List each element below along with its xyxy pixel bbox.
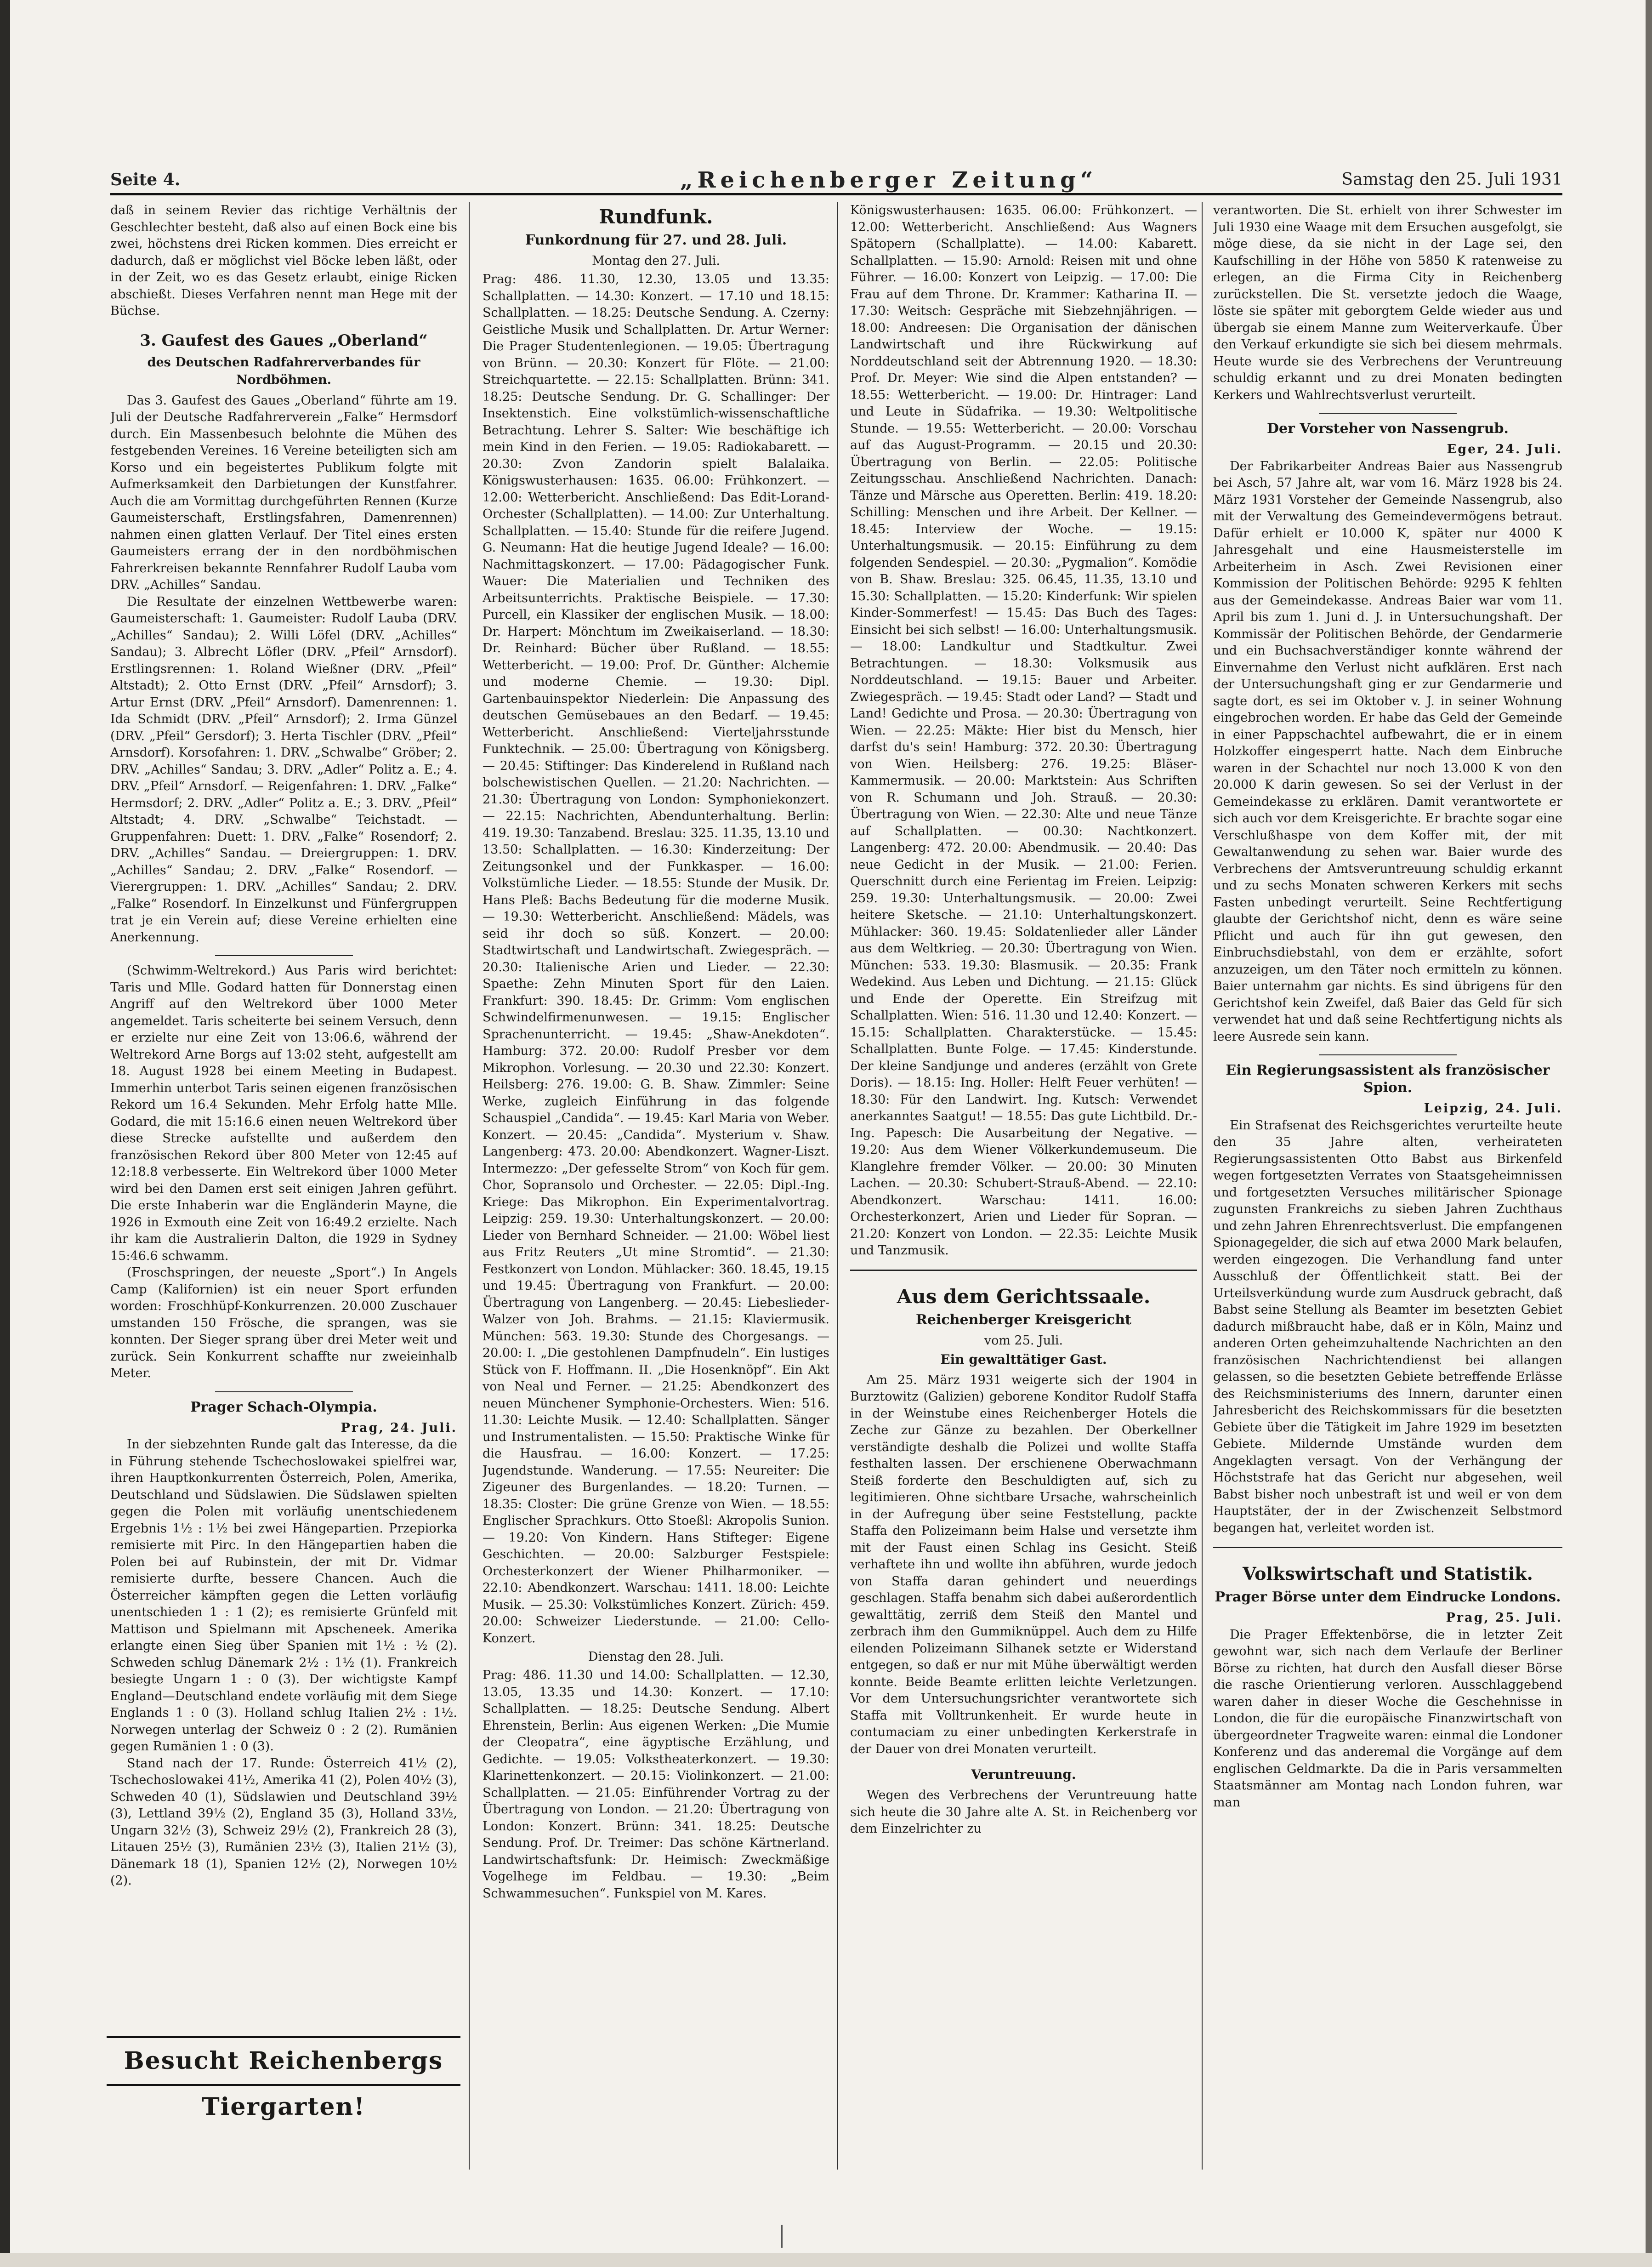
rundfunk-program-day-2: Prag: 486. 11.30 und 14.00: Schallplatten. — 12.30, 13.05, 13.35 und 14.30: Konzert. — 17.10: Schallplatten. — 18.25: Deutsche Sendung. Albert Ehrenstein, Berlin: Aus eigenen Werken: „Die Mumie der Cleopatra“, eine ägyptische Erzählung, und Gedichte. — 19.05: Volkstheaterkonzert. — 19.30: Klarinettenkonzert. — 20.15: Violinkonzert. — 21.00: Schallplatten. — 21.05: Einführender Vortrag zu der Übertragung von London. — 21.20: Übertragung von London: Konzert. Brünn: 341. 18.25: Deutsche Sendung. Prof. Dr. Treimer: Das schöne Kärtnerland. Landwirtschaftsfunk: Dr. Heimisch: Zweckmäßige Vogelhege im Feldbau. — 19.30: „Beim Schwammesuchen“. Funkspiel von M. Kares.	[483, 1668, 829, 1901]
vorsteher-dateline: Eger, 24. Juli.	[1447, 442, 1562, 456]
section-rule	[1319, 413, 1457, 414]
veruntreuung-continued: verantworten. Die St. erhielt von ihrer Schwester im Juli 1930 eine Waage mit dem Ersuchen ausgefolgt, sie möge diese, da sie nicht in der Lage sei, den Kaufschilling in der Höhe von 5850 K ratenweise zu erlegen, an die Firma City in Reichenberg zurückstellen. Die St. versetzte jedoch die Waage, löste sie später mit geborgtem Gelde wieder aus und übergab sie einem Manne zum Weiterverkaufe. Über den Verkauf erkundigte sie sich bei diesem mehrmals. Heute wurde sie des Verbrechens der Veruntreuung schuldig erkannt und zu drei Monaten bedingten Kerkers und Wahlrechtsverlust verurteilt.	[1213, 203, 1562, 402]
spion-title: Ein Regierungsassistent als französischer Spion.	[1226, 1062, 1550, 1096]
scan-edge-bottom	[0, 2253, 1652, 2267]
gaufest-title: 3. Gaufest des Gaues „Oberland“	[140, 331, 428, 350]
gaufest-paragraph: Das 3. Gaufest des Gaues „Oberland“ führte am 19. Juli der Deutsche Radfahrerverein „Falke“ Hermsdorf durch. Ein Massenbesuch belohnte die Mühen des festgebenden Vereines. 16 Vereine beteiligten sich am Korso und ein begeistertes Publikum folgte mit Aufmerksamkeit den Darbietungen der Kunstfahrer. Auch die am Vormittag durchgeführten Rennen (Kurze Gaumeisterschaft, Erstlingsfahren, Damenrennen) nahmen einen glatten Verlauf. Der Titel eines ersten Gaumeisters errang der in den nordböhmischen Fahrerkreisen bekannte Rennfahrer Rudolf Lauba vom DRV. „Achilles“ Sandau.	[110, 393, 457, 592]
veruntreuung-text: Wegen des Verbrechens der Veruntreuung hatte sich heute die 30 Jahre alte A. St. in Reichenberg vor dem Einzelrichter zu	[850, 1788, 1197, 1836]
column-2	[483, 202, 829, 2188]
issue-date: Samstag den 25. Juli 1931	[1341, 170, 1562, 189]
case-text: Am 25. März 1931 weigerte sich der 1904 in Burztowitz (Galizien) geborene Konditor Rudolf Staffa in der Weinstube eines Reichenberger Hotels die Zeche zur Gänze zu bezahlen. Der Oberkellner verständigte deshalb die Polizei und wollte Staffa festhalten lassen. Der erschienene Oberwachmann Steiß forderte den Beschuldigten auf, sich zu legitimieren. Ohne sichtbare Ursache, wahrscheinlich in der Aufregung über seine Feststellung, packte Staffa den Polizeimann beim Halse und versetzte ihm mit der Faust einen Schlag ins Gesicht. Steiß verhaftete ihn und wollte ihn abführen, wurde jedoch von Staffa daran gehindert und neuerdings geschlagen. Staffa benahm sich dabei außerordentlich gewalttätig, zerriß dem Steiß den Mantel und zerbrach ihm den Gummiknüppel. Auch dem zu Hilfe eilenden Polizeimann Silhanek setzte er Widerstand entgegen, so daß er nur mit Mühe überwältigt werden konnte. Beide Beamte erlitten leichte Verletzungen. Vor dem Untersuchungsrichter verantwortete sich Staffa mit Volltrunkenheit. Er wurde heute in contumaciam zu einer unbedingten Kerkerstrafe in der Dauer von drei Monaten verurteilt.	[850, 1373, 1197, 1756]
column-4	[1213, 202, 1562, 2188]
column-1	[110, 202, 457, 2188]
column-divider	[1202, 202, 1203, 2170]
schach-dateline: Prag, 24. Juli.	[341, 1420, 457, 1435]
column-3	[850, 202, 1197, 2188]
page-number: Seite 4.	[110, 170, 181, 189]
rundfunk-subtitle: Funkordnung für 27. und 28. Juli.	[525, 232, 787, 248]
scan-edge-left	[0, 0, 10, 2267]
vorsteher-title: Der Vorsteher von Nassengrub.	[1267, 421, 1509, 437]
spion-text: Ein Strafsenat des Reichsgerichtes verurteilte heute den 35 Jahre alten, verheirateten Regierungsassistenten Otto Babst aus Birkenfeld wegen fortgesetzten Verrates von Staatsgeheimnissen und fortgesetzten Versuches militärischer Spionage zugunsten Frankreichs zu sieben Jahren Zuchthaus und zehn Jahren Ehrenrechtsverlust. Die empfangenen Spionagegelder, die sich auf etwa 2000 Mark belaufen, werden eingezogen. Die Verhandlung fand unter Ausschluß der Öffentlichkeit statt. Bei der Urteilsverkündung wurde zum Ausdruck gebracht, daß Babst seine Stellung als Beamter im besetzten Gebiet dadurch mißbraucht habe, daß er in Köln, Mainz und anderen Orten geheimzuhaltende Nachrichten an den französischen Nachrichtendienst bei allangen gelassen, so die besetzten Gebiete betreffende Erlässe des Reichsministeriums des Innern, darunter einen Jahresbericht des Reichskommissars für die besetzten Gebiete über die Tätigkeit im Jahre 1929 im besetzten Gebiete. Mildernde Umstände wurden dem Angeklagten versagt. Von der Verhängung der Höchststrafe hat das Gericht nur abgesehen, weil Babst bisher noch unbestraft ist und weil er von dem Hauptstäter, der in der Zwischenzeit Selbstmord begangen hat, verleitet worden ist.	[1213, 1118, 1562, 1535]
schach-paragraph: In der siebzehnten Runde galt das Interesse, da die in Führung stehende Tschechoslowakei spielfrei war, ihren Hauptkonkurrenten Österreich, Polen, Amerika, Deutschland und Südslawien. Die Südslawen spielten gegen die Polen mit vorläufig unentschiedenem Ergebnis 1½ : 1½ bei zwei Hängepartien. Przepiorka remisierte mit Pirc. In den Hängepartien haben die Polen bei auf Rubinstein, der mit Dr. Vidmar remisierte durfte, bessere Chancen. Auch die Österreicher kämpften gegen die Letten vorläufig unentschieden 1 : 1 (2); es remisierte Grünfeld mit Mattison und Spielmann mit Apscheneek. Amerika erlangte einen Sieg über Spanien mit 1½ : ½ (2). Schweden schlug Dänemark 2½ : 1½ (1). Frankreich besiegte Ungarn 1 : 0 (3). Der wichtigste Kampf England—Deutschland endete vorläufig mit dem Siege Englands 1 : 0 (3). Holland schlug Italien 2½ : 1½. Norwegen unterlag der Schweiz 0 : 2 (2). Rumänien gegen Rumänien 1 : 0 (3).	[110, 1437, 457, 1754]
section-rule	[1319, 1054, 1457, 1055]
volkswirtschaft-title: Volkswirtschaft und Statistik.	[1243, 1563, 1533, 1584]
schach-title: Prager Schach-Olympia.	[190, 1399, 377, 1415]
boerse-dateline: Prag, 25. Juli.	[1446, 1611, 1562, 1625]
rundfunk-title: Rundfunk.	[599, 205, 713, 228]
gaufest-subtitle: des Deutschen Radfahrerverbandes für Nordböhmen.	[147, 355, 420, 387]
fold-mark	[781, 2225, 783, 2248]
gericht-date: vom 25. Juli.	[984, 1333, 1063, 1348]
tiergarten-promo: Besucht Reichenbergs Tiergarten!	[107, 2036, 460, 2086]
frosch-article: (Froschspringen, der neueste „Sport“.) In Angels Camp (Kalifornien) ist ein neuer Sport erfunden worden: Froschhüpf-Konkurrenzen. 20.000 Zuschauer umstanden 150 Frösche, die sprangen, was sie konnten. Der Sieger sprang über drei Meter weit und zurück. Sein Konkurrent schaffte nur zweieinhalb Meter.	[110, 1265, 457, 1380]
masthead: „Reichenberger Zeitung“	[680, 167, 1098, 193]
column-divider	[837, 202, 838, 2170]
section-rule	[850, 1270, 1197, 1271]
veruntreuung-title: Veruntreuung.	[971, 1767, 1076, 1782]
section-rule	[215, 955, 353, 956]
vorsteher-text: Der Fabrikarbeiter Andreas Baier aus Nassengrub bei Asch, 57 Jahre alt, war vom 16. März 1928 bis 24. März 1931 Vorsteher der Gemeinde Nassengrub, also mit der Verwaltung des Gemeindevermögens betraut. Dafür erhielt er 10.000 K, später nur 4000 K Jahresgehalt und eine Hausmeisterstelle im Arbeiterheim in Asch. Zwei Revisionen einer Kommission der Politischen Behörde: 9295 K fehlten aus der Gemeindekasse. Andreas Baier war vom 11. April bis zum 1. Juni d. J. in Untersuchungshaft. Der Kommissär der Politischen Behörde, der Gendarmerie und ein Buchsachverständiger konnte während der Einvernahme den Verlust nicht aufklären. Erst nach der Untersuchungshaft ging er zur Gendarmerie und sagte dort, es sei im Oktober v. J. in seiner Wohnung eingebrochen worden. Er habe das Geld der Gemeinde in einer Pappschachtel aufbewahrt, die er in einem Holzkoffer eingesperrt hatte. Nach dem Einbruche waren in der Schachtel nur noch 13.000 K von den 20.000 K darin gewesen. So sei der Verlust in der Gemeindekasse zu erklären. Damit verantwortete er sich auch vor dem Kreisgerichte. Er brachte sogar eine Verschlußhaspe von dem Koffer mit, der mit Gewaltanwendung zu sehen war. Baier wurde des Verbrechens der Amtsveruntreuung schuldig erkannt und zu sechs Monaten schweren Kerkers mit sechs Fasten unbedingt verurteilt. Seine Rechtfertigung glaubte der Gerichtshof nicht, denn es wäre seine Pflicht und auch für ihn gut gewesen, den Einbruchsdiebstahl, von dem er erzählte, sofort anzuzeigen, um den Täter noch ermitteln zu können. Baier unternahm gar nichts. Es sind übrigens für den Gerichtshof kein Zweifel, daß Baier das Geld für sich verwendet hat und daß seine Rechtfertigung nichts als leere Ausrede sein kann.	[1213, 459, 1562, 1044]
rundfunk-day-1: Montag den 27. Juli.	[592, 254, 720, 268]
header-rule	[110, 193, 1562, 195]
gaufest-results: Die Resultate der einzelnen Wettbewerbe waren: Gaumeisterschaft: 1. Gaumeister: Rudolf Lauba (DRV. „Achilles“ Sandau); 2. Willi Löfel (DRV. „Achilles“ Sandau); 3. Albrecht Löfler (DRV. „Pfeil“ Arnsdorf). Erstlingsrennen: 1. Roland Wießner (DRV. „Pfeil“ Altstadt); 2. Otto Ernst (DRV. „Pfeil“ Arnsdorf); 3. Artur Ernst (DRV. „Pfeil“ Arnsdorf). Damenrennen: 1. Ida Schmidt (DRV. „Pfeil“ Arnsdorf); 2. Irma Günzel (DRV. „Pfeil“ Gersdorf); 3. Herta Tischler (DRV. „Pfeil“ Arnsdorf). Korsofahren: 1. DRV. „Schwalbe“ Gröber; 2. DRV. „Achilles“ Sandau; 3. DRV. „Adler“ Politz a. E.; 4. DRV. „Pfeil“ Arnsdorf. — Reigenfahren: 1. DRV. „Falke“ Hermsdorf; 2. DRV. „Adler“ Politz a. E.; 3. DRV. „Pfeil“ Altstadt; 4. DRV. „Schwalbe“ Teichstadt. — Gruppenfahren: Duett: 1. DRV. „Falke“ Rosendorf; 2. DRV. „Achilles“ Sandau. — Dreiergruppen: 1. DRV. „Achilles“ Sandau; 2. DRV. „Falke“ Rosendorf. — Vierergruppen: 1. DRV. „Achilles“ Sandau; 2. DRV. „Falke“ Rosendorf. In Einzelkunst und Fünfergruppen trat je ein Verein auf; diese Vereine erhielten eine Anerkennung.	[110, 594, 457, 945]
gericht-title: Aus dem Gerichtssaale.	[897, 1285, 1151, 1308]
gericht-subtitle: Reichenberger Kreisgericht	[915, 1311, 1132, 1328]
spion-dateline: Leipzig, 24. Juli.	[1424, 1101, 1562, 1116]
scan-edge-right	[1646, 0, 1652, 2267]
column-divider	[469, 202, 470, 2170]
case-title: Ein gewalttätiger Gast.	[940, 1351, 1107, 1367]
section-rule	[1213, 1547, 1562, 1548]
rundfunk-program-continued: Königswusterhausen: 1635. 06.00: Frühkonzert. — 12.00: Wetterbericht. Anschließend: Aus Wagners Spätopern (Schallplatte). — 14.00: Kabarett. Schallplatten. — 15.90: Arnold: Reisen mit und ohne Führer. — 16.00: Konzert von Leipzig. — 17.00: Die Frau auf dem Throne. Dr. Krammer: Katharina II. — 17.30: Weitsch: Gespräche mit Siebzehnjährigen. — 18.00: Andreesen: Die Organisation der dänischen Landwirtschaft und ihre Rückwirkung auf Norddeutschland seit der Abtrennung 1920. — 18.30: Prof. Dr. Meyer: Wie sind die Alpen entstanden? — 18.55: Wetterbericht. — 19.00: Dr. Hintrager: Land und Leute in Südafrika. — 19.30: Weltpolitische Stunde. — 19.55: Wetterbericht. — 20.00: Vorschau auf das August-Programm. — 20.15 und 20.30: Übertragung von Berlin. — 22.05: Politische Zeitungsschau. Anschließend Nachrichten. Danach: Tänze und Märsche aus Operetten. Berlin: 419. 18.20: Schilling: Menschen und ihre Arbeit. Der Kellner. — 18.45: Interview der Woche. — 19.15: Unterhaltungsmusik. — 20.15: Einführung zu dem folgenden Sendespiel. — 20.30: „Pygmalion“. Komödie von B. Shaw. Breslau: 325. 06.45, 11.35, 13.10 und 15.30: Schallplatten. — 15.20: Kinderfunk: Wir spielen Kinder-Sommerfest! — 15.45: Das Buch des Tages: Einsicht bei sich selbst! — 16.00: Unterhaltungsmusik. — 18.00: Landkultur und Stadtkultur. Zwei Betrachtungen. — 18.30: Volksmusik aus Norddeutschland. — 19.15: Bauer und Arbeiter. Zwiegespräch. — 19.45: Stadt oder Land? — Stadt und Land! Gedichte und Prosa. — 20.30: Übertragung von Wien. — 22.25: Mäkte: Hier bist du Mensch, hier darfst du's sein! Hamburg: 372. 20.30: Übertragung von Wien. Heilsberg: 276. 19.25: Bläser-Kammermusik. — 20.00: Marktstein: Aus Schriften von R. Schumann und Joh. Strauß. — 20.30: Übertragung von Wien. — 22.30: Alte und neue Tänze auf Schallplatten. — 00.30: Nachtkonzert. Langenberg: 472. 20.00: Abendmusik. — 20.40: Das neue Gedicht in der Musik. — 21.00: Ferien. Querschnitt durch eine Ferientag im Freien. Leipzig: 259. 19.30: Unterhaltungsmusik. — 20.00: Zwei heitere Sketsche. — 21.10: Unterhaltungskonzert. Mühlacker: 360. 19.45: Soldatenlieder aller Länder aus dem Weltkrieg. — 20.30: Übertragung von Wien. München: 533. 19.30: Blasmusik. — 20.35: Frank Wedekind. Aus Leben und Dichtung. — 21.15: Glück und Ende der Operette. Ein Streifzug mit Schallplatten. Wien: 516. 11.30 und 12.40: Konzert. — 15.15: Schallplatten. Charakterstücke. — 15.45: Schallplatten. Bunte Folge. — 17.45: Kinderstunde. Der kleine Sandjunge und anderes (erzählt von Grete Doris). — 18.15: Ing. Holler: Helft Feuer verhüten! — 18.30: Für den Landwirt. Ing. Kutsch: Verwendet anerkanntes Saatgut! — 18.55: Das gute Lichtbild. Dr.-Ing. Papesch: Die Ausarbeitung der Negative. — 19.20: Aus dem Wiener Völkerkundemuseum. Die Klanglehre fremder Völker. — 20.00: 30 Minuten Lachen. — 20.30: Schubert-Strauß-Abend. — 22.10: Abendkonzert. Warschau: 1411. 16.00: Orchesterkonzert, Arien und Lieder für Sopran. — 21.20: Konzert von London. — 22.35: Leichte Musik und Tanzmusik.	[850, 203, 1197, 1258]
intro-paragraph: daß in seinem Revier das richtige Verhältnis der Geschlechter besteht, daß also auf einen Bock eine bis zwei, höchstens drei Ricken kommen. Dies erreicht er dadurch, daß er möglichst viel Böcke leben läßt, oder in der Zeit, wo es das Gesetz erlaubt, einige Ricken abschießt. Dieses Verfahren nennt man Hege mit der Büchse.	[110, 203, 457, 318]
schach-standings: Stand nach der 17. Runde: Österreich 41½ (2), Tschechoslowakei 41½, Amerika 41 (2), Polen 40½ (3), Schweden 40 (1), Südslawien und Deutschland 39½ (3), Lettland 39½ (2), England 35 (3), Holland 33½, Ungarn 32½ (3), Schweiz 29½ (2), Frankreich 28 (3), Litauen 25½ (3), Rumänien 23½ (3), Italien 21½ (3), Dänemark 18 (1), Spanien 12½ (2), Norwegen 10½ (2).	[110, 1756, 457, 1888]
boerse-subtitle: Prager Börse unter dem Eindrucke Londons.	[1215, 1589, 1561, 1605]
section-rule	[215, 1391, 353, 1392]
schwimm-article: (Schwimm-Weltrekord.) Aus Paris wird berichtet: Taris und Mlle. Godard hatten für Donnerstag einen Angriff auf den Weltrekord über 1000 Meter angemeldet. Taris scheiterte bei seinem Versuch, denn er erzielte nur eine Zeit von 13:06.6, während der Weltrekord Arne Borgs auf 13:02 steht, aufgestellt am 18. August 1928 bei einem Meeting in Budapest. Immerhin unterbot Taris seinen eigenen französischen Rekord um 16.4 Sekunden. Mehr Erfolg hatte Mlle. Godard, die mit 15:16.6 einen neuen Weltrekord über diese Strecke aufstellte und außerdem den französischen Rekord über 800 Meter von 12:45 auf 12:18.8 verbesserte. Ein Weltrekord über 1000 Meter wird bei den Damen erst seit einigen Jahren geführt. Die erste Inhaberin war die Engländerin Mayne, die 1926 in Exmouth eine Zeit von 16:49.2 erzielte. Nach ihr kam die Australierin Dalton, die 1929 in Sydney 15:46.6 schwamm.	[110, 963, 457, 1263]
boerse-text: Die Prager Effektenbörse, die in letzter Zeit gewohnt war, sich nach dem Verlaufe der Berliner Börse zu richten, hat durch den Ausfall dieser Börse die rasche Orientierung verloren. Ausschlaggebend waren daher in dieser Woche die Geschehnisse in London, die für die europäische Finanzwirtschaft von übergeordneter Tragweite waren: einmal die Londoner Konferenz und das anderemal die Vorgänge auf dem englischen Geldmarkte. Da die in Paris versammelten Staatsmänner am Montag nach London fuhren, war man	[1213, 1627, 1562, 1810]
rundfunk-program-day-1: Prag: 486. 11.30, 12.30, 13.05 und 13.35: Schallplatten. — 14.30: Konzert. — 17.10 und 18.15: Schallplatten. — 18.25: Deutsche Sendung. A. Czerny: Geistliche Musik und Schallplatten. Dr. Artur Werner: Die Prager Studentenlegionen. — 19.05: Übertragung von Brünn. — 20.30: Konzert für Flöte. — 21.00: Streichquartette. — 22.15: Schallplatten. Brünn: 341. 18.25: Deutsche Sendung. Dr. G. Schallinger: Der Insektenstich. Eine volkstümlich-wissenschaftliche Betrachtung. Lehrer S. Salter: Wie beschäftige ich mein Kind in den Ferien. — 19.05: Radiokabarett. — 20.30: Zvon Zandorin spielt Balalaika. Königswusterhausen: 1635. 06.00: Frühkonzert. — 12.00: Wetterbericht. Anschließend: Das Edit-Lorand-Orchester (Schallplatten). — 14.00: Zur Unterhaltung. Schallplatten. — 15.40: Stunde für die reifere Jugend. G. Neumann: Hat die heutige Jugend Ideale? — 16.00: Nachmittagskonzert. — 17.00: Pädagogischer Funk. Wauer: Die Materialien und Techniken des Arbeitsunterrichts. Praktische Beispiele. — 17.30: Purcell, ein Klassiker der englischen Musik. — 18.00: Dr. Harpert: Mönchtum im Zweikaiserland. — 18.30: Dr. Reinhard: Bücher über Rußland. — 18.55: Wetterbericht. — 19.00: Prof. Dr. Günther: Alchemie und moderne Chemie. — 19.30: Dipl. Gartenbauinspektor Niederlein: Die Anpassung des deutschen Gemüsebaues an den Bedarf. — 19.45: Wetterbericht. Anschließend: Vierteljahrsstunde Funktechnik. — 25.00: Übertragung von Königsberg. — 20.45: Stiftinger: Das Kinderelend in Rußland nach bolschewistischen Quellen. — 21.20: Nachrichten. — 21.30: Übertragung von London: Symphoniekonzert. — 22.15: Nachrichten, Abendunterhaltung. Berlin: 419. 19.30: Tanzabend. Breslau: 325. 11.35, 13.10 und 13.50: Schallplatten. — 16.30: Kinderzeitung: Der Zeitungsonkel und der Funkkasper. — 16.00: Volkstümliche Lieder. — 18.55: Stunde der Musik. Dr. Hans Pleß: Bachs Bedeutung für die moderne Musik. — 19.30: Wetterbericht. Anschließend: Mädels, was seid ihr doch so süß. Konzert. — 20.00: Stadtwirtschaft und Landwirtschaft. Zwiegespräch. — 20.30: Italienische Arien und Lieder. — 22.30: Spaethe: Zehn Minuten Sport für den Laien. Frankfurt: 390. 18.45: Dr. Grimm: Vom englischen Schwindelfirmenunwesen. — 19.15: Englischer Sprachenunterricht. — 19.45: „Shaw-Anekdoten“. Hamburg: 372. 20.00: Rudolf Presber vor dem Mikrophon. Vorlesung. — 20.30 und 22.30: Konzert. Heilsberg: 276. 19.00: G. B. Shaw. Zimmler: Seine Werke, zugleich Einführung in das folgende Schauspiel „Candida“. — 19.45: Karl Maria von Weber. Konzert. — 20.45: „Candida“. Mysterium v. Shaw. Langenberg: 473. 20.00: Abendkonzert. Wagner-Liszt. Intermezzo: „Der gefesselte Strom“ von Koch für gem. Chor, Sopransolo und Orchester. — 22.05: Dipl.-Ing. Kriege: Das Mikrophon. Ein Experimentalvortrag. Leipzig: 259. 19.30: Unterhaltungskonzert. — 20.00: Lieder von Bernhard Schneider. — 21.00: Wöbel liest aus Fritz Reuters „Ut mine Stromtid“. — 21.30: Festkonzert von London. Mühlacker: 360. 18.45, 19.15 und 19.45: Übertragung von Frankfurt. — 20.00: Übertragung von Langenberg. — 20.45: Liebeslieder-Walzer von Joh. Brahms. — 21.15: Klaviermusik. München: 563. 19.30: Stunde des Chorgesangs. — 20.00: I. „Die gestohlenen Dampfnudeln“. Ein lustiges Stück von F. Hoffmann. II. „Die Hosenknöpf“. Ein Akt von Neal und Ferner. — 21.25: Abendkonzert des neuen Münchener Symphonie-Orchesters. Wien: 516. 11.30: Leichte Musik. — 12.40: Schallplatten. Sänger und Instrumentalisten. — 15.50: Praktische Winke für die Hausfrau. — 16.00: Konzert. — 17.25: Jugendstunde. Wanderung. — 17.55: Neureiter: Die Zigeuner des Burgenlandes. — 18.20: Turnen. — 18.35: Closter: Die grüne Grenze von Wien. — 18.55: Englischer Sprachkurs. Otto Stoeßl: Akropolis Sunion. — 19.20: Von Kindern. Hans Stifteger: Eigene Geschichten. — 20.00: Salzburger Festspiele: Orchesterkonzert der Wiener Philharmoniker. — 22.10: Abendkonzert. Warschau: 1411. 18.00: Leichte Musik. — 25.30: Volkstümliches Konzert. Zürich: 459. 20.00: Schweizer Liederstunde. — 21.00: Cello-Konzert.	[483, 272, 829, 1646]
rundfunk-day-2: Dienstag den 28. Juli.	[588, 1650, 724, 1664]
